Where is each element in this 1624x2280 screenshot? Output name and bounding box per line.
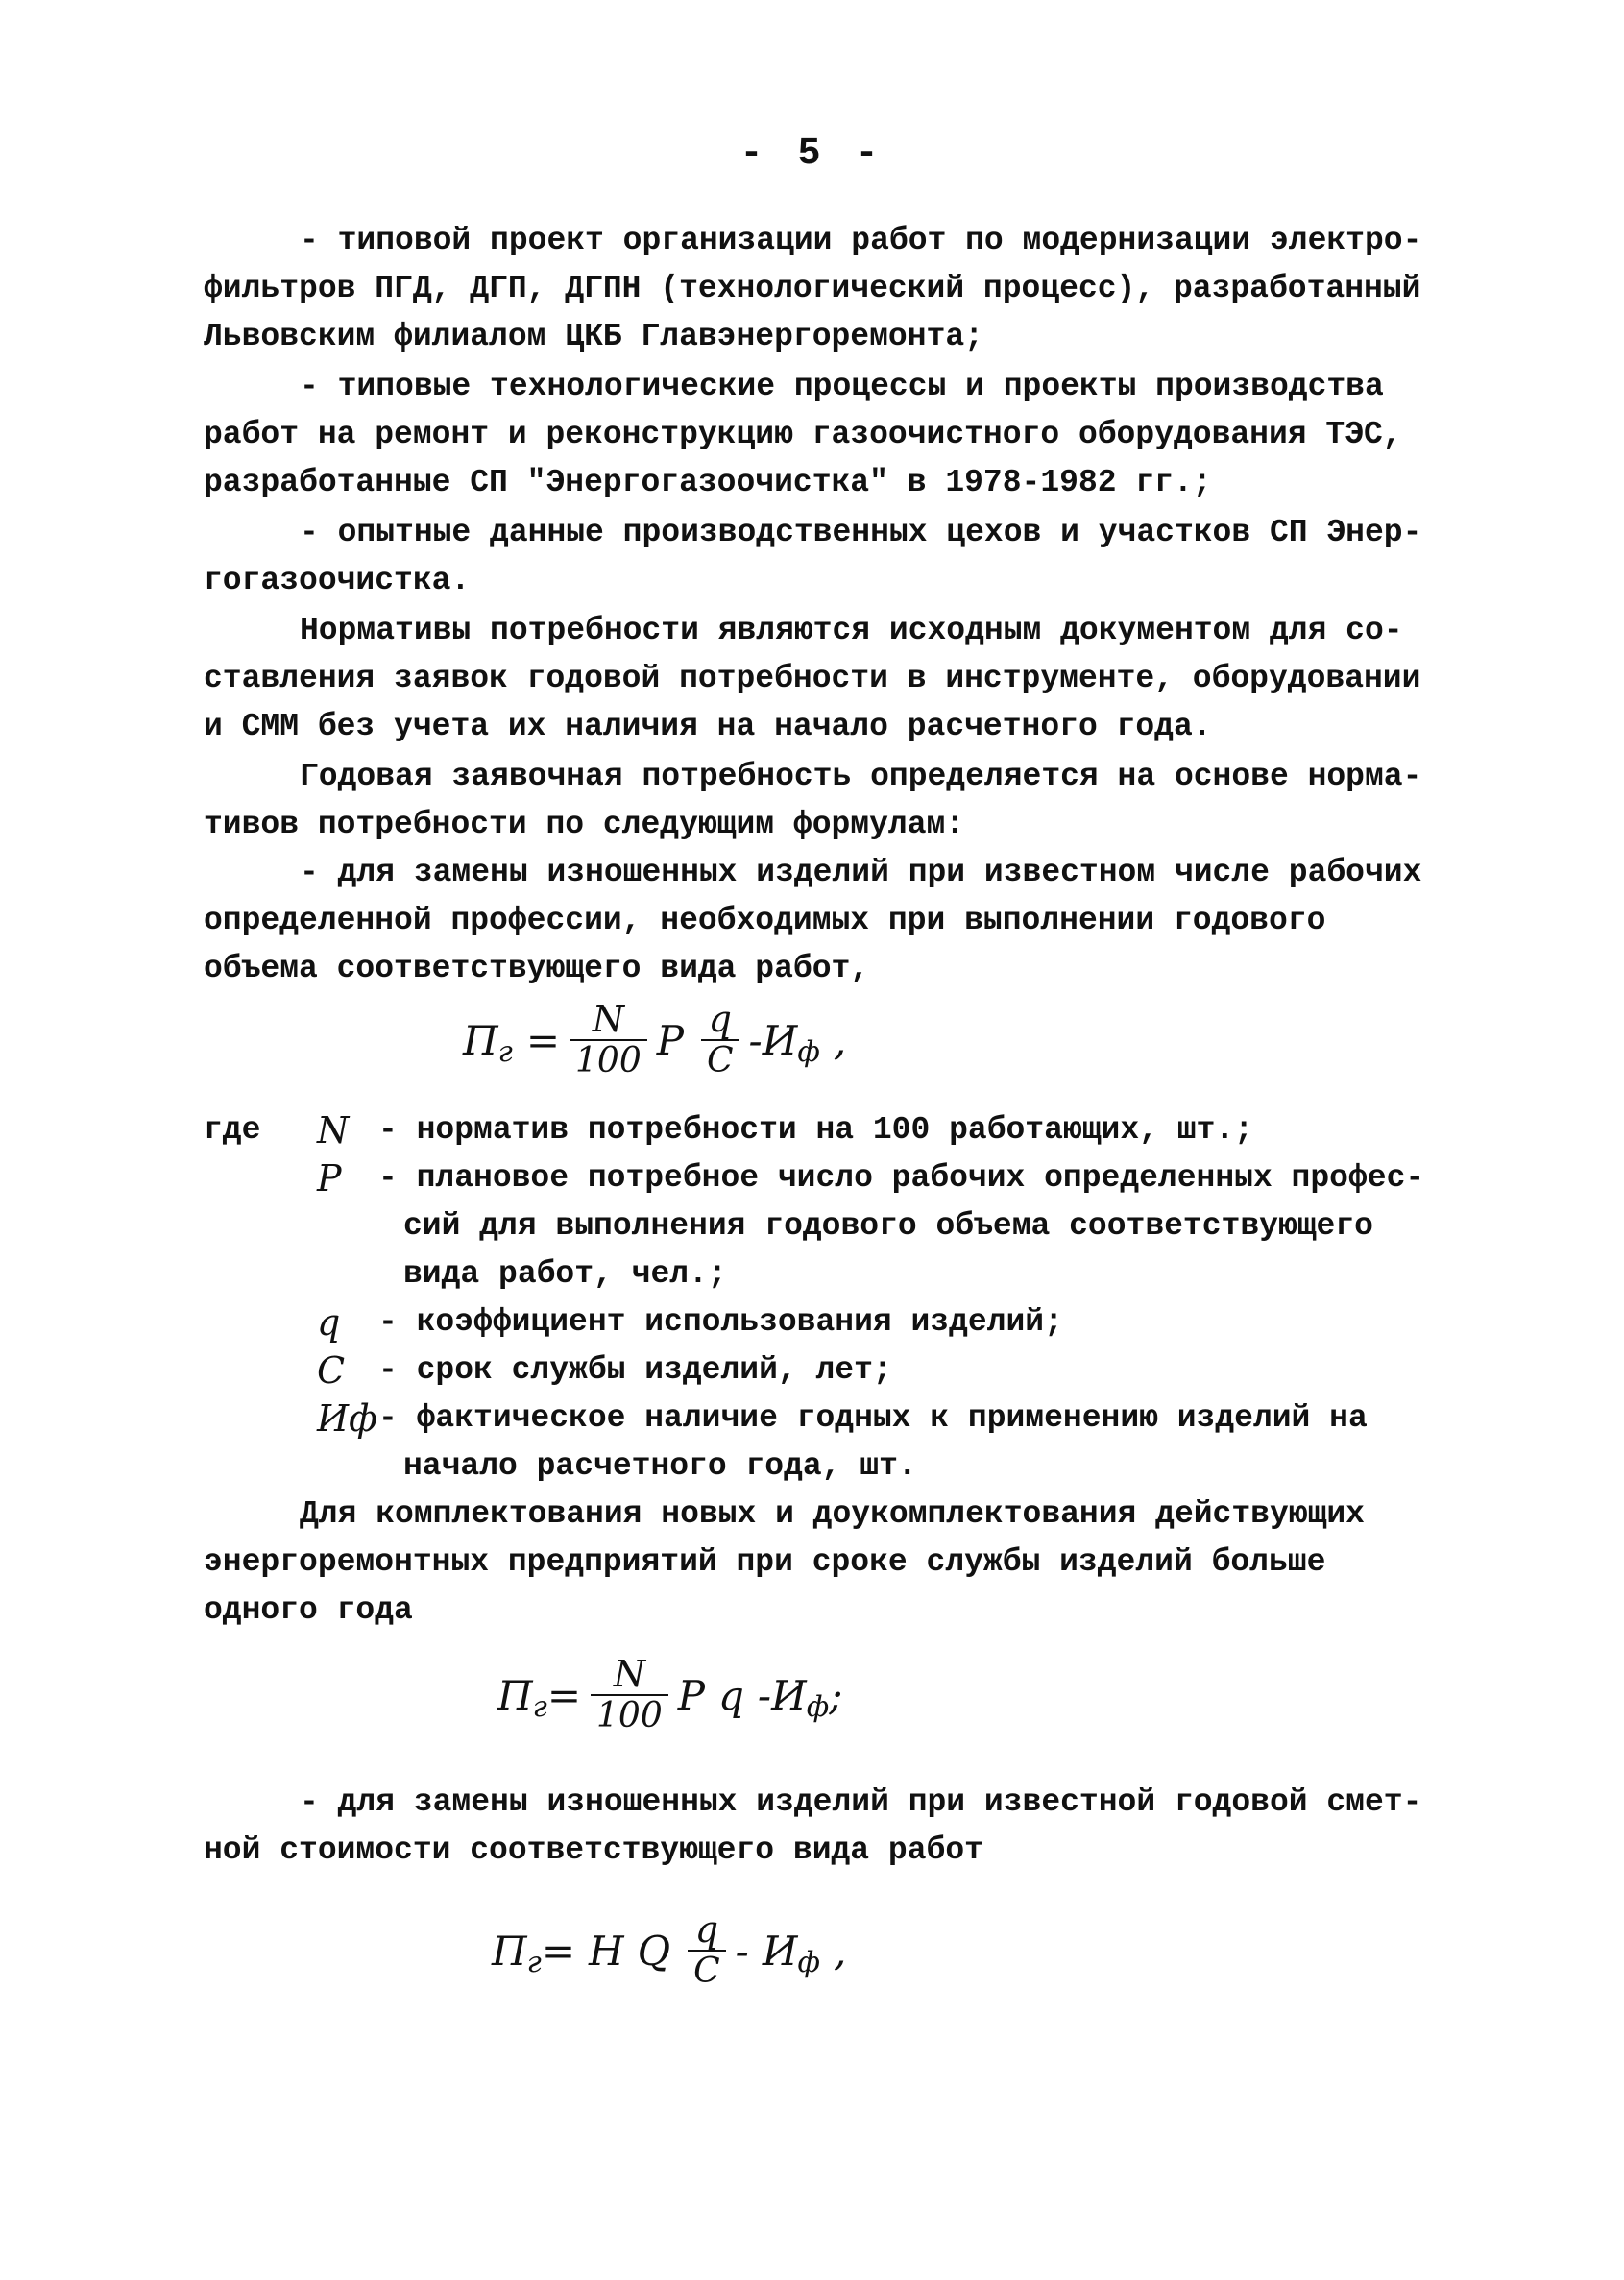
- text-line: - для замены изношенных изделий при известном числе рабочих: [300, 855, 1422, 890]
- definition-symbol: N: [317, 1109, 350, 1152]
- text-line: - опытные данные производственных цехов и участков СП Энер-: [300, 515, 1422, 550]
- formula-subscript: г: [526, 1945, 542, 1979]
- formula-symbol: P: [656, 1016, 684, 1064]
- text-line: фильтров ПГД, ДГП, ДГПН (технологический процесс), разработанный: [204, 271, 1421, 306]
- formula-symbol: И: [762, 1927, 798, 1975]
- formula-subscript: ф: [797, 1034, 820, 1069]
- paragraph-4: [204, 607, 1452, 751]
- paragraph-5: [204, 753, 1452, 849]
- formula-symbol: И: [762, 1016, 798, 1064]
- fraction: [591, 1654, 668, 1736]
- paragraph-3: [204, 509, 1452, 605]
- text-line: энергоремонтных предприятий при сроке службы изделий больше: [204, 1544, 1326, 1580]
- paragraph-8: [204, 1779, 1452, 1875]
- formula-symbol: -: [757, 1671, 772, 1719]
- text-line: - для замены изношенных изделий при известной годовой смет-: [300, 1784, 1422, 1820]
- formula-3: [492, 1909, 846, 1992]
- paragraph-6: [204, 849, 1452, 993]
- fraction: [701, 999, 739, 1081]
- formula-symbol: =: [525, 1016, 561, 1064]
- fraction-denominator: 100: [575, 1041, 642, 1080]
- formula-symbol: ;: [829, 1671, 843, 1719]
- definition-item: [204, 1395, 1452, 1443]
- text-line: тивов потребности по следующим формулам:: [204, 807, 965, 842]
- text-line: ставления заявок годовой потребности в инструменте, оборудовании: [204, 661, 1421, 696]
- definition-continuation: вида работ, чел.;: [403, 1256, 727, 1292]
- definition-text: - плановое потребное число рабочих определенных профес-: [378, 1160, 1425, 1196]
- formula-subscript: г: [497, 1034, 513, 1069]
- text-line: определенной профессии, необходимых при выполнении годового: [204, 903, 1326, 938]
- fraction: [688, 1909, 726, 1992]
- definition-text: - срок службы изделий, лет;: [378, 1352, 892, 1388]
- formula-symbol: П: [463, 1016, 498, 1064]
- formula-symbol: П: [492, 1927, 527, 1975]
- formula-symbol: =: [546, 1671, 582, 1719]
- fraction-numerator: N: [613, 1653, 645, 1695]
- formula-symbol: Q: [637, 1927, 671, 1975]
- formula-symbol: И: [771, 1671, 807, 1719]
- fraction-numerator: q: [708, 998, 732, 1040]
- definition-symbol: q: [317, 1301, 341, 1344]
- text-line: гогазоочистка.: [204, 563, 471, 598]
- text-line: Нормативы потребности являются исходным документом для со-: [300, 613, 1403, 648]
- definition-symbol: Иф: [317, 1397, 377, 1440]
- text-line: одного года: [204, 1592, 413, 1628]
- paragraph-7: [204, 1491, 1452, 1635]
- text-line: объема соответствующего вида работ,: [204, 951, 870, 986]
- fraction-denominator: C: [693, 1952, 720, 1991]
- definition-item: [204, 1154, 1452, 1202]
- formula-symbol: П: [497, 1671, 533, 1719]
- definition-text: - фактическое наличие годных к применению изделий на: [378, 1400, 1368, 1436]
- definition-symbol: P: [317, 1157, 342, 1200]
- formula-symbol: ,: [833, 1927, 847, 1975]
- text-line: ной стоимости соответствующего вида работ: [204, 1832, 983, 1868]
- text-line: Годовая заявочная потребность определяется на основе норма-: [300, 759, 1422, 794]
- formula-symbol: P: [677, 1671, 705, 1719]
- definition-continuation: начало расчетного года, шт.: [403, 1448, 917, 1484]
- text-line: и СММ без учета их наличия на начало расчетного года.: [204, 709, 1212, 744]
- formula-subscript: г: [532, 1689, 547, 1724]
- definition-item: [204, 1298, 1452, 1346]
- definition-item: [204, 1346, 1452, 1395]
- fraction-denominator: 100: [596, 1696, 663, 1735]
- definition-symbol: C: [317, 1349, 346, 1392]
- formula-symbol: =: [541, 1927, 576, 1975]
- definition-continuation: сий для выполнения годового объема соответствующего: [403, 1208, 1373, 1244]
- text-line: - типовые технологические процессы и проекты производства: [300, 369, 1384, 404]
- text-line: Для комплектования новых и доукомплектования действующих: [300, 1496, 1365, 1532]
- formula-symbol: -: [748, 1016, 763, 1064]
- formula-symbol: H: [589, 1927, 624, 1975]
- text-line: работ на ремонт и реконструкцию газоочистного оборудования ТЭС,: [204, 417, 1402, 452]
- where-label: где: [204, 1112, 261, 1148]
- definition-text: - коэффициент использования изделий;: [378, 1304, 1063, 1340]
- formula-2: [497, 1654, 842, 1736]
- page-number: - 5 -: [739, 133, 885, 176]
- paragraph-2: [204, 363, 1452, 507]
- formula-symbol: ,: [833, 1016, 847, 1064]
- text-line: разработанные СП "Энергогазоочистка" в 1978-1982 гг.;: [204, 465, 1212, 500]
- definitions-list: [204, 1106, 1452, 1491]
- paragraph-1: [204, 217, 1452, 361]
- fraction-numerator: q: [694, 1908, 719, 1951]
- formula-1: [463, 999, 846, 1081]
- formula-symbol: q: [718, 1671, 744, 1719]
- text-line: Львовским филиалом ЦКБ Главэнергоремонта;: [204, 319, 983, 354]
- definition-text: - норматив потребности на 100 работающих, шт.;: [378, 1112, 1253, 1148]
- text-line: - типовой проект организации работ по модернизации электро-: [300, 223, 1422, 258]
- fraction-numerator: N: [592, 998, 624, 1040]
- fraction-denominator: C: [707, 1041, 734, 1080]
- formula-subscript: ф: [806, 1689, 830, 1724]
- fraction: [570, 999, 647, 1081]
- formula-symbol: -: [735, 1927, 749, 1975]
- definition-item: [204, 1106, 1452, 1154]
- formula-subscript: ф: [797, 1945, 820, 1979]
